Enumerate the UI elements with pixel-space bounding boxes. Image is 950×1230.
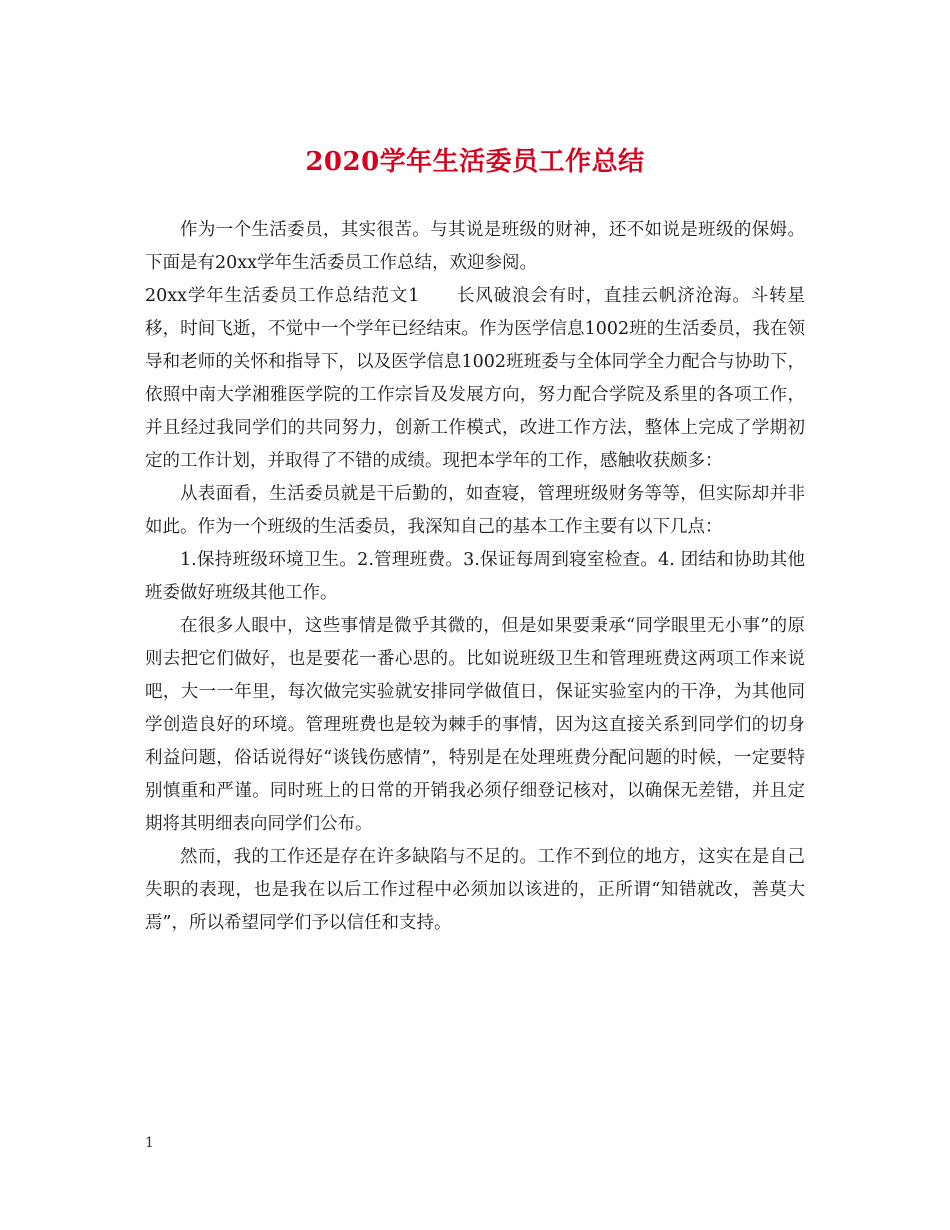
paragraph-shortcomings: 然而，我的工作还是存在许多缺陷与不足的。工作不到位的地方，这实在是自己失职的表现，也是我在以后工作过程中必须加以该进的，正所谓“知错就改，善莫大焉”，所以希望同学们予以信任和支持。 — [145, 847, 805, 933]
document-title: 2020学年生活委员工作总结 — [305, 147, 645, 177]
paragraph-duties-list: 1.保持班级环境卫生。2.管理班费。3.保证每周到寝室检查。4. 团结和协助其他班委做好班级其他工作。 — [145, 550, 805, 603]
paragraph-sample-heading: 20xx学年生活委员工作总结范文1 长风破浪会有时，直挂云帆济沧海。斗转星移，时间飞逝，不觉中一个学年已经结束。作为医学信息1002班的生活委员，我在领导和老师的关怀和指导下，以及医学信息1002班班委与全体同学全力配合与协助下，依照中南大学湘雅医学院的工作宗旨及发展方向，努力配合学院及系里的各项工作，并且经过我同学们的共同努力，创新工作模式，改进工作方法，整体上完成了学期初定的工作计划，并取得了不错的成绩。现把本学年的工作，感触收获颇多： — [145, 286, 805, 471]
paragraph-details: 在很多人眼中，这些事情是微乎其微的，但是如果要秉承“同学眼里无小事”的原则去把它们做好，也是要花一番心思的。比如说班级卫生和管理班费这两项工作来说吧，大一一年里，每次做完实验就安排同学做值日，保证实验室内的干净，为其他同学创造良好的环境。管理班费也是较为棘手的事情，因为这直接关系到同学们的切身利益问题，俗话说得好“谈钱伤感情”，特别是在处理班费分配问题的时候，一定要特别慎重和严谨。同时班上的日常的开销我必须仔细登记核对，以确保无差错，并且定期将其明细表向同学们公布。 — [145, 616, 805, 834]
paragraph-intro: 作为一个生活委员，其实很苦。与其说是班级的财神，还不如说是班级的保姆。下面是有20xx学年生活委员工作总结，欢迎参阅。 — [145, 220, 805, 273]
page-number: 1 — [145, 1135, 154, 1151]
paragraph-surface: 从表面看，生活委员就是干后勤的，如查寝，管理班级财务等等，但实际却并非如此。作为一个班级的生活委员，我深知自己的基本工作主要有以下几点： — [145, 484, 805, 537]
document-body — [145, 214, 805, 940]
